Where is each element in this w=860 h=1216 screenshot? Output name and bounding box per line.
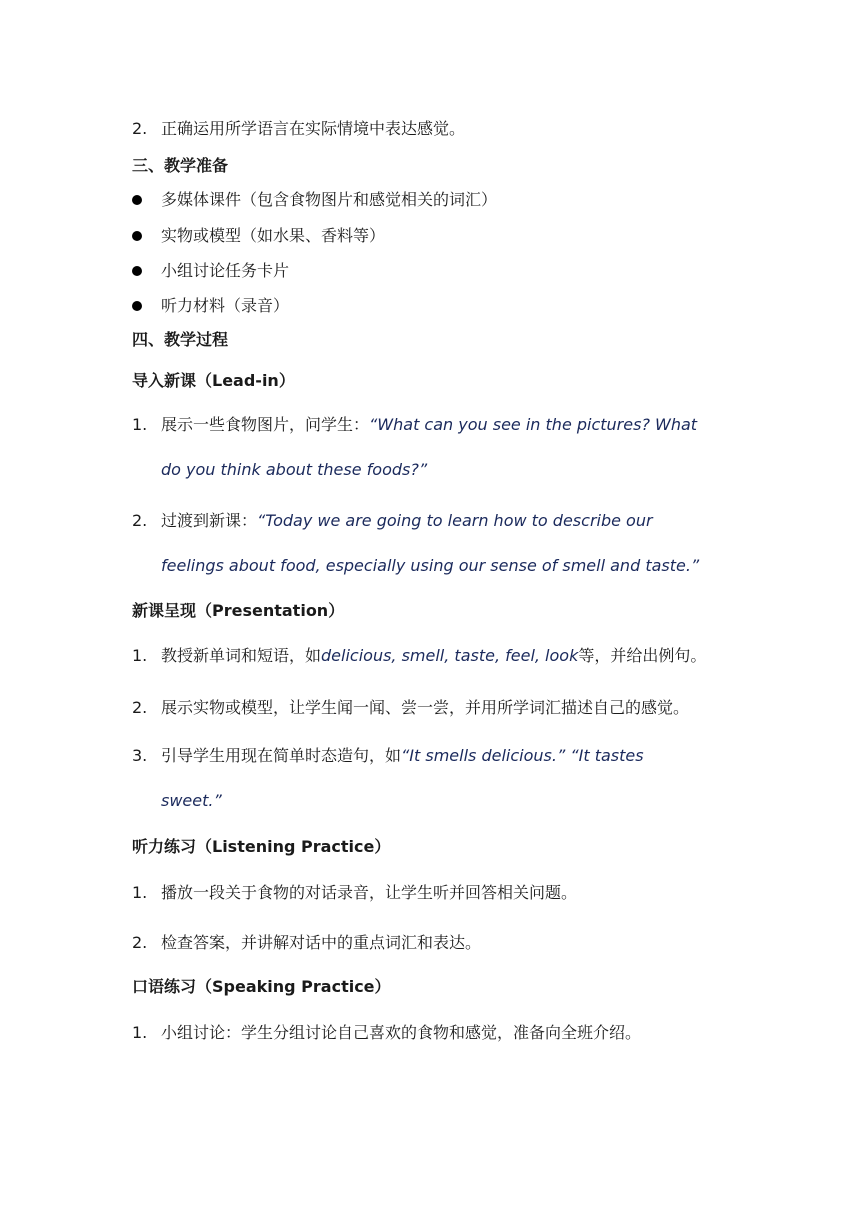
list-number: 2.: [132, 511, 148, 530]
list-text: 检查答案，并讲解对话中的重点词汇和表达。: [161, 933, 482, 952]
list-number: 2.: [132, 119, 148, 138]
bullet-text: 多媒体课件（包含食物图片和感觉相关的词汇）: [161, 190, 498, 209]
zh-text: 教授新单词和短语，如: [161, 646, 322, 665]
list-text: 播放一段关于食物的对话录音，让学生听并回答相关问题。: [161, 883, 578, 902]
list-number: 1.: [132, 646, 148, 665]
list-number: 3.: [132, 746, 148, 765]
lead-in-item-2-continued: feelings about food, especially using our sense of smell and taste.”: [161, 556, 700, 575]
bullet-icon: [132, 231, 142, 241]
list-number: 2.: [132, 933, 148, 952]
zh-text: 过渡到新课：: [161, 511, 258, 530]
en-vocab: delicious, smell, taste, feel, look: [321, 646, 579, 665]
subsection-heading-presentation: 新课呈现（Presentation）: [132, 601, 345, 620]
list-text: [161, 646, 706, 666]
section-heading-preparation: 三、教学准备: [132, 156, 229, 175]
list-text: 正确运用所学语言在实际情境中表达感觉。: [161, 119, 466, 138]
list-number: 1.: [132, 415, 148, 434]
bullet-icon: [132, 195, 142, 205]
list-text: [161, 746, 644, 766]
en-quote: “It smells delicious.” “It tastes: [401, 746, 644, 765]
en-quote: “What can you see in the pictures? What: [369, 415, 698, 434]
bullet-icon: [132, 266, 142, 276]
subsection-heading-lead-in: 导入新课（Lead-in）: [132, 371, 295, 390]
list-text: [161, 511, 653, 531]
zh-text: 等，并给出例句。: [578, 646, 707, 665]
bullet-text: 听力材料（录音）: [161, 296, 290, 315]
zh-text: 展示一些食物图片，问学生：: [161, 415, 370, 434]
bullet-text: 小组讨论任务卡片: [161, 261, 290, 280]
en-quote: “Today we are going to learn how to describe our: [257, 511, 653, 530]
list-text: 展示实物或模型，让学生闻一闻、尝一尝，并用所学词汇描述自己的感觉。: [161, 698, 690, 717]
presentation-item-3-continued: sweet.”: [161, 791, 222, 810]
subsection-heading-speaking: 口语练习（Speaking Practice）: [132, 977, 391, 996]
bullet-icon: [132, 301, 142, 311]
zh-text: 引导学生用现在简单时态造句，如: [161, 746, 402, 765]
list-number: 1.: [132, 1023, 148, 1042]
list-text: [161, 415, 697, 435]
section-heading-process: 四、教学过程: [132, 330, 229, 349]
subsection-heading-listening: 听力练习（Listening Practice）: [132, 837, 391, 856]
lead-in-item-1-continued: do you think about these foods?”: [161, 460, 428, 479]
list-number: 1.: [132, 883, 148, 902]
list-number: 2.: [132, 698, 148, 717]
list-text: 小组讨论：学生分组讨论自己喜欢的食物和感觉，准备向全班介绍。: [161, 1023, 642, 1042]
bullet-text: 实物或模型（如水果、香料等）: [161, 226, 386, 245]
